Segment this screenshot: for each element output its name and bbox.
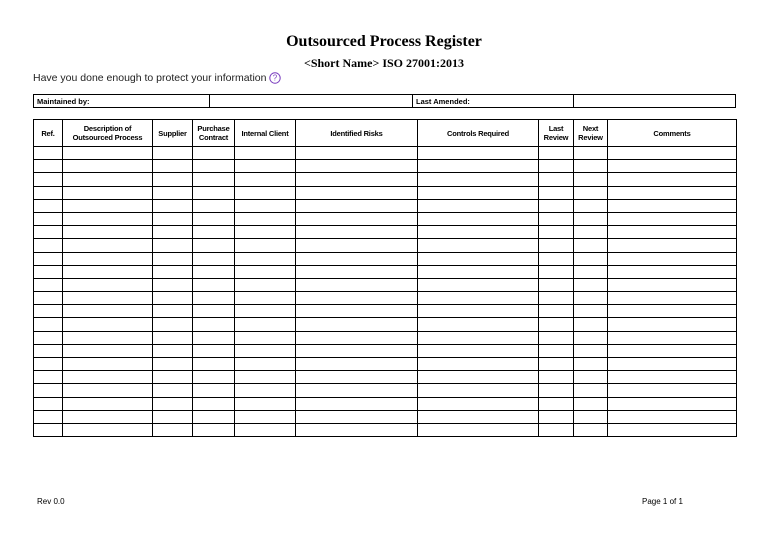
table-cell[interactable]: [34, 199, 63, 212]
table-row: [34, 278, 737, 291]
table-cell[interactable]: [34, 305, 63, 318]
table-row: [34, 358, 737, 371]
table-cell[interactable]: [193, 358, 235, 371]
question-circle-icon[interactable]: [269, 72, 281, 84]
table-cell[interactable]: [153, 226, 193, 239]
table-cell[interactable]: [539, 160, 574, 173]
table-cell[interactable]: [418, 423, 539, 436]
table-cell[interactable]: [63, 397, 153, 410]
table-cell[interactable]: [296, 212, 418, 225]
table-cell[interactable]: [418, 318, 539, 331]
table-cell[interactable]: [153, 278, 193, 291]
col-header-identified-risks: Identified Risks: [296, 120, 418, 147]
table-cell[interactable]: [34, 265, 63, 278]
table-cell[interactable]: [418, 410, 539, 423]
table-cell[interactable]: [193, 199, 235, 212]
table-cell[interactable]: [63, 265, 153, 278]
table-cell[interactable]: [296, 278, 418, 291]
table-cell[interactable]: [193, 265, 235, 278]
table-cell[interactable]: [296, 160, 418, 173]
question-text: Have you done enough to protect your information: [33, 72, 267, 84]
table-cell[interactable]: [418, 239, 539, 252]
table-cell[interactable]: [34, 186, 63, 199]
table-cell[interactable]: [574, 305, 608, 318]
table-cell[interactable]: [63, 160, 153, 173]
table-cell[interactable]: [63, 239, 153, 252]
table-cell[interactable]: [296, 252, 418, 265]
table-cell[interactable]: [235, 265, 296, 278]
table-row: [34, 384, 737, 397]
table-cell[interactable]: [63, 423, 153, 436]
table-cell[interactable]: [63, 173, 153, 186]
table-cell[interactable]: [539, 358, 574, 371]
table-cell[interactable]: [296, 344, 418, 357]
table-cell[interactable]: [608, 344, 737, 357]
table-cell[interactable]: [418, 358, 539, 371]
table-cell[interactable]: [63, 344, 153, 357]
table-cell[interactable]: [608, 371, 737, 384]
table-cell[interactable]: [235, 252, 296, 265]
table-row: [34, 147, 737, 160]
table-cell[interactable]: [153, 147, 193, 160]
table-cell[interactable]: [608, 160, 737, 173]
table-cell[interactable]: [539, 305, 574, 318]
table-cell[interactable]: [193, 371, 235, 384]
table-cell[interactable]: [574, 212, 608, 225]
table-cell[interactable]: [296, 147, 418, 160]
table-row: [34, 292, 737, 305]
table-cell[interactable]: [63, 212, 153, 225]
table-cell[interactable]: [153, 160, 193, 173]
table-cell[interactable]: [63, 226, 153, 239]
table-cell[interactable]: [539, 239, 574, 252]
table-cell[interactable]: [235, 331, 296, 344]
table-cell[interactable]: [63, 410, 153, 423]
table-cell[interactable]: [63, 292, 153, 305]
maintained-by-label: Maintained by:: [34, 95, 210, 108]
protect-info-question: [33, 72, 281, 84]
table-cell[interactable]: [539, 344, 574, 357]
table-cell[interactable]: [235, 212, 296, 225]
table-cell[interactable]: [608, 358, 737, 371]
table-cell[interactable]: [539, 186, 574, 199]
table-cell[interactable]: [418, 186, 539, 199]
table-cell[interactable]: [539, 278, 574, 291]
table-cell[interactable]: [418, 199, 539, 212]
table-cell[interactable]: [296, 371, 418, 384]
table-cell[interactable]: [34, 173, 63, 186]
table-cell[interactable]: [574, 226, 608, 239]
table-cell[interactable]: [418, 212, 539, 225]
table-cell[interactable]: [574, 344, 608, 357]
table-cell[interactable]: [153, 252, 193, 265]
table-cell[interactable]: [418, 292, 539, 305]
table-cell[interactable]: [608, 186, 737, 199]
table-cell[interactable]: [574, 331, 608, 344]
table-cell[interactable]: [608, 265, 737, 278]
table-cell[interactable]: [63, 147, 153, 160]
table-cell[interactable]: [153, 239, 193, 252]
table-row: [34, 331, 737, 344]
table-cell[interactable]: [574, 160, 608, 173]
table-cell[interactable]: [193, 397, 235, 410]
table-cell[interactable]: [235, 278, 296, 291]
table-cell[interactable]: [574, 423, 608, 436]
table-cell[interactable]: [608, 292, 737, 305]
table-cell[interactable]: [34, 331, 63, 344]
table-cell[interactable]: [296, 173, 418, 186]
table-cell[interactable]: [34, 371, 63, 384]
table-cell[interactable]: [539, 212, 574, 225]
table-cell[interactable]: [608, 212, 737, 225]
table-cell[interactable]: [34, 397, 63, 410]
table-cell[interactable]: [235, 199, 296, 212]
last-amended-label: Last Amended:: [413, 95, 574, 108]
table-cell[interactable]: [608, 226, 737, 239]
table-cell[interactable]: [574, 173, 608, 186]
table-cell[interactable]: [193, 252, 235, 265]
table-cell[interactable]: [153, 199, 193, 212]
table-cell[interactable]: [296, 305, 418, 318]
col-header-controls-required: Controls Required: [418, 120, 539, 147]
table-cell[interactable]: [235, 292, 296, 305]
table-cell[interactable]: [608, 331, 737, 344]
table-cell[interactable]: [296, 239, 418, 252]
table-cell[interactable]: [574, 358, 608, 371]
page-subtitle: <Short Name> ISO 27001:2013: [303, 56, 464, 70]
table-cell[interactable]: [418, 265, 539, 278]
table-cell[interactable]: [153, 173, 193, 186]
table-cell[interactable]: [296, 423, 418, 436]
table-cell[interactable]: [418, 397, 539, 410]
table-cell[interactable]: [34, 226, 63, 239]
table-cell[interactable]: [539, 199, 574, 212]
table-cell[interactable]: [296, 226, 418, 239]
svg-text:?: ?: [273, 73, 278, 83]
table-cell[interactable]: [608, 305, 737, 318]
table-cell[interactable]: [153, 331, 193, 344]
table-cell[interactable]: [34, 344, 63, 357]
table-cell[interactable]: [608, 173, 737, 186]
table-cell[interactable]: [539, 371, 574, 384]
table-row: [34, 265, 737, 278]
maintained-by-field[interactable]: [210, 95, 413, 108]
table-cell[interactable]: [193, 344, 235, 357]
table-row: [34, 173, 737, 186]
table-cell[interactable]: [235, 397, 296, 410]
table-cell[interactable]: [296, 410, 418, 423]
table-row: [34, 239, 737, 252]
col-header-ref: Ref.: [34, 120, 63, 147]
register-header-row: [34, 120, 737, 147]
table-cell[interactable]: [34, 160, 63, 173]
register-table: [33, 119, 737, 437]
table-cell[interactable]: [418, 344, 539, 357]
table-cell[interactable]: [34, 239, 63, 252]
table-cell[interactable]: [418, 147, 539, 160]
table-cell[interactable]: [296, 318, 418, 331]
table-cell[interactable]: [153, 265, 193, 278]
table-cell[interactable]: [574, 397, 608, 410]
table-cell[interactable]: [193, 423, 235, 436]
table-cell[interactable]: [539, 410, 574, 423]
revision-label: Rev 0.0: [37, 497, 65, 506]
table-cell[interactable]: [296, 331, 418, 344]
table-cell[interactable]: [296, 199, 418, 212]
table-cell[interactable]: [574, 410, 608, 423]
table-cell[interactable]: [63, 252, 153, 265]
table-cell[interactable]: [608, 239, 737, 252]
table-cell[interactable]: [63, 318, 153, 331]
table-cell[interactable]: [235, 384, 296, 397]
table-cell[interactable]: [34, 358, 63, 371]
table-row: [34, 226, 737, 239]
table-cell[interactable]: [34, 318, 63, 331]
table-cell[interactable]: [296, 265, 418, 278]
table-row: [34, 305, 737, 318]
table-row: [34, 344, 737, 357]
table-cell[interactable]: [296, 397, 418, 410]
table-cell[interactable]: [574, 199, 608, 212]
table-cell[interactable]: [153, 292, 193, 305]
table-cell[interactable]: [418, 160, 539, 173]
table-cell[interactable]: [34, 278, 63, 291]
table-cell[interactable]: [235, 318, 296, 331]
table-cell[interactable]: [63, 331, 153, 344]
table-cell[interactable]: [63, 371, 153, 384]
table-cell[interactable]: [193, 305, 235, 318]
register-body: [34, 147, 737, 437]
table-cell[interactable]: [34, 384, 63, 397]
table-row: [34, 252, 737, 265]
table-cell[interactable]: [34, 423, 63, 436]
table-cell[interactable]: [153, 344, 193, 357]
table-cell[interactable]: [539, 252, 574, 265]
table-cell[interactable]: [539, 173, 574, 186]
table-cell[interactable]: [539, 423, 574, 436]
table-cell[interactable]: [574, 371, 608, 384]
table-cell[interactable]: [193, 318, 235, 331]
table-cell[interactable]: [193, 147, 235, 160]
table-cell[interactable]: [574, 292, 608, 305]
table-cell[interactable]: [153, 358, 193, 371]
table-cell[interactable]: [418, 384, 539, 397]
table-cell[interactable]: [34, 147, 63, 160]
table-cell[interactable]: [418, 305, 539, 318]
page-title: Outsourced Process Register: [286, 33, 482, 50]
table-cell[interactable]: [193, 292, 235, 305]
table-cell[interactable]: [153, 318, 193, 331]
table-cell[interactable]: [34, 212, 63, 225]
table-cell[interactable]: [608, 278, 737, 291]
table-row: [34, 371, 737, 384]
table-cell[interactable]: [235, 186, 296, 199]
table-cell[interactable]: [608, 397, 737, 410]
table-cell[interactable]: [63, 305, 153, 318]
col-header-internal-client: Internal Client: [235, 120, 296, 147]
table-cell[interactable]: [193, 331, 235, 344]
table-cell[interactable]: [193, 160, 235, 173]
table-cell[interactable]: [193, 239, 235, 252]
col-header-last-review: Last Review: [539, 120, 574, 147]
table-cell[interactable]: [153, 371, 193, 384]
table-cell[interactable]: [235, 147, 296, 160]
table-cell[interactable]: [153, 410, 193, 423]
table-cell[interactable]: [418, 278, 539, 291]
table-cell[interactable]: [574, 384, 608, 397]
table-row: [34, 199, 737, 212]
table-cell[interactable]: [296, 384, 418, 397]
table-cell[interactable]: [539, 331, 574, 344]
table-cell[interactable]: [418, 331, 539, 344]
table-cell[interactable]: [63, 186, 153, 199]
table-row: [34, 423, 737, 436]
table-cell[interactable]: [296, 186, 418, 199]
table-cell[interactable]: [235, 226, 296, 239]
col-header-purchase-contract: Purchase Contract: [193, 120, 235, 147]
table-cell[interactable]: [235, 358, 296, 371]
table-cell[interactable]: [235, 160, 296, 173]
metadata-table: [33, 94, 736, 108]
col-header-next-review: Next Review: [574, 120, 608, 147]
table-cell[interactable]: [539, 292, 574, 305]
table-cell[interactable]: [153, 305, 193, 318]
table-cell[interactable]: [574, 318, 608, 331]
table-cell[interactable]: [63, 278, 153, 291]
table-cell[interactable]: [193, 173, 235, 186]
col-header-comments: Comments: [608, 120, 737, 147]
table-cell[interactable]: [608, 147, 737, 160]
table-cell[interactable]: [235, 423, 296, 436]
table-cell[interactable]: [574, 265, 608, 278]
table-row: [34, 212, 737, 225]
table-cell[interactable]: [418, 252, 539, 265]
table-cell[interactable]: [574, 239, 608, 252]
page-number: Page 1 of 1: [642, 497, 683, 506]
table-cell[interactable]: [153, 212, 193, 225]
table-cell[interactable]: [193, 278, 235, 291]
table-cell[interactable]: [539, 265, 574, 278]
table-cell[interactable]: [418, 173, 539, 186]
table-row: [34, 410, 737, 423]
table-cell[interactable]: [539, 147, 574, 160]
table-cell[interactable]: [574, 252, 608, 265]
table-cell[interactable]: [63, 384, 153, 397]
table-cell[interactable]: [608, 252, 737, 265]
table-cell[interactable]: [574, 278, 608, 291]
table-cell[interactable]: [34, 252, 63, 265]
table-row: [34, 186, 737, 199]
table-cell[interactable]: [574, 186, 608, 199]
table-cell[interactable]: [608, 318, 737, 331]
table-cell[interactable]: [235, 239, 296, 252]
table-cell[interactable]: [539, 384, 574, 397]
table-cell[interactable]: [153, 397, 193, 410]
table-cell[interactable]: [235, 173, 296, 186]
table-cell[interactable]: [193, 226, 235, 239]
table-cell[interactable]: [608, 384, 737, 397]
table-cell[interactable]: [235, 410, 296, 423]
table-cell[interactable]: [608, 423, 737, 436]
table-cell[interactable]: [574, 147, 608, 160]
table-cell[interactable]: [539, 397, 574, 410]
col-header-supplier: Supplier: [153, 120, 193, 147]
table-cell[interactable]: [235, 371, 296, 384]
table-cell[interactable]: [153, 186, 193, 199]
table-cell[interactable]: [193, 186, 235, 199]
table-cell[interactable]: [153, 384, 193, 397]
table-cell[interactable]: [63, 358, 153, 371]
table-cell[interactable]: [193, 410, 235, 423]
table-cell[interactable]: [34, 410, 63, 423]
table-cell[interactable]: [296, 292, 418, 305]
table-cell[interactable]: [296, 358, 418, 371]
table-cell[interactable]: [539, 318, 574, 331]
table-cell[interactable]: [608, 199, 737, 212]
table-cell[interactable]: [34, 292, 63, 305]
table-row: [34, 160, 737, 173]
table-row: [34, 397, 737, 410]
table-cell[interactable]: [193, 384, 235, 397]
table-cell[interactable]: [418, 371, 539, 384]
table-cell[interactable]: [193, 212, 235, 225]
table-cell[interactable]: [63, 199, 153, 212]
table-cell[interactable]: [235, 305, 296, 318]
table-row: [34, 318, 737, 331]
table-cell[interactable]: [418, 226, 539, 239]
table-cell[interactable]: [608, 410, 737, 423]
table-cell[interactable]: [153, 423, 193, 436]
table-cell[interactable]: [539, 226, 574, 239]
last-amended-field[interactable]: [574, 95, 736, 108]
col-header-description: Description of Outsourced Process: [63, 120, 153, 147]
table-cell[interactable]: [235, 344, 296, 357]
